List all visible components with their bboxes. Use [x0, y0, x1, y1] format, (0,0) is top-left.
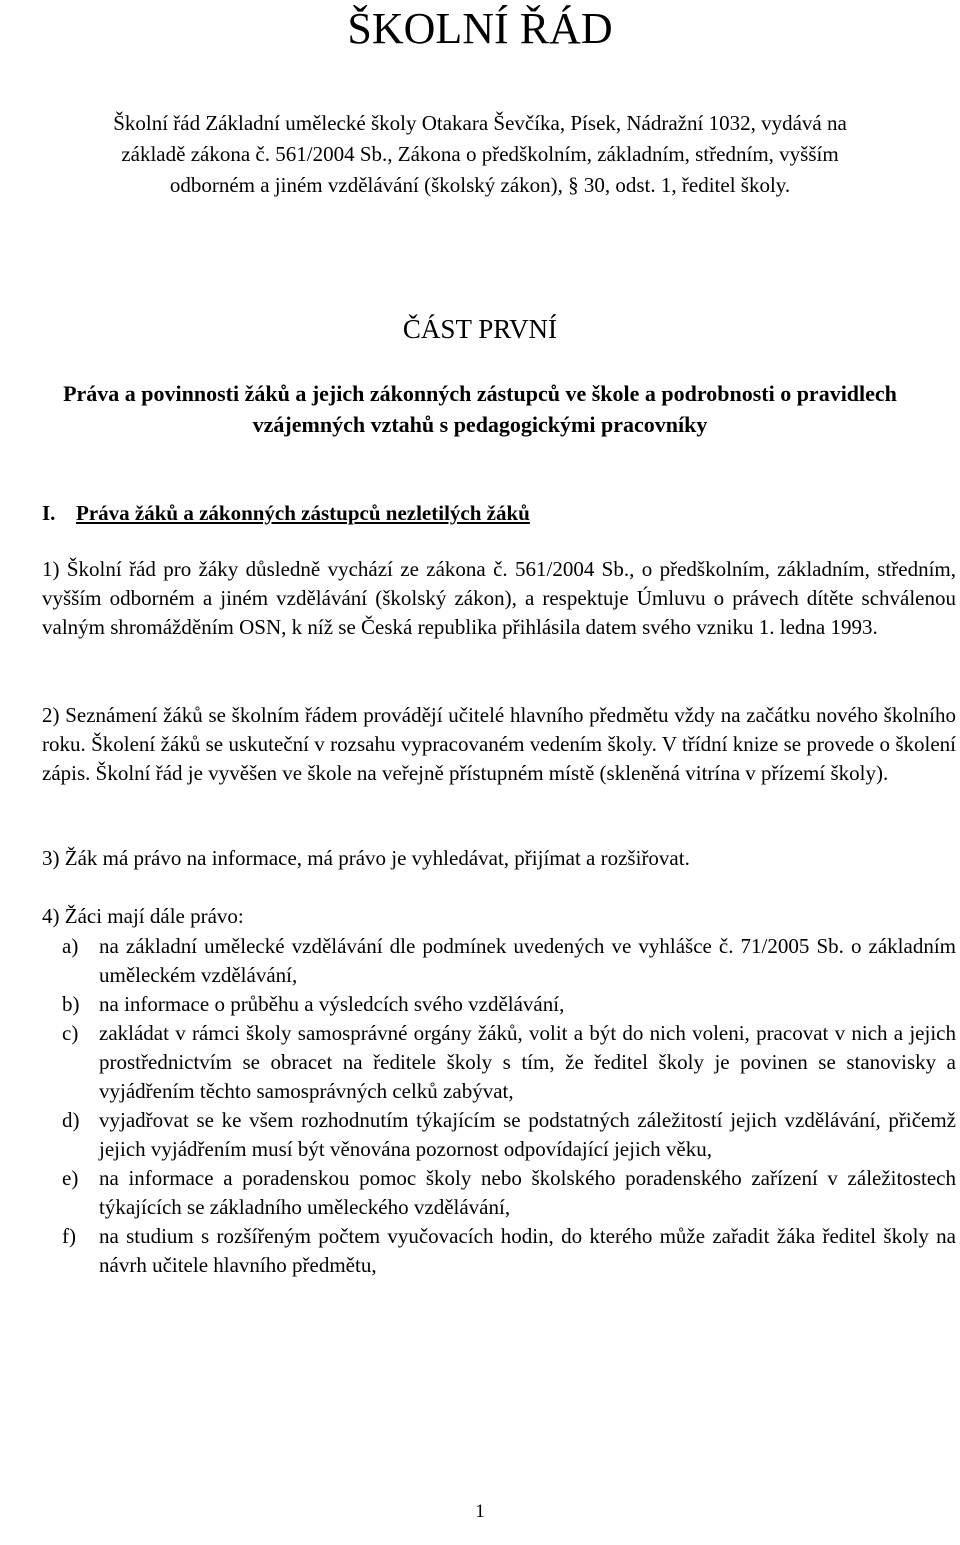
- list-item-label: c): [62, 1021, 79, 1045]
- paragraph-label: 4): [42, 904, 60, 928]
- list-item-text: zakládat v rámci školy samosprávné orgány žáků, volit a být do nich voleni, pracovat v nich a jejich prostřednictvím se obracet na ředitele školy s tím, že ředitel školy je povinen se stanovisky a vyjádřením těchto samosprávných celků zabývat,: [99, 1021, 956, 1103]
- list-item: [42, 1222, 956, 1280]
- paragraph-text: Seznámení žáků se školním řádem provádějí učitelé hlavního předmětu vždy na začátku nového školního roku. Školení žáků se uskuteční v rozsahu vypracovaném vedením školy. V třídní knize se provede o školení zápis. Školní řád je vyvěšen ve škole na veřejně přístupném místě (skleněná vitrína v přízemí školy).: [42, 703, 957, 785]
- paragraph-label: 1): [42, 557, 60, 581]
- list-item-label: a): [62, 934, 79, 958]
- paragraph-3: [42, 844, 956, 873]
- page-number: 1: [475, 1501, 485, 1522]
- paragraph-label: 2): [42, 703, 60, 727]
- list-item-label: b): [62, 992, 80, 1016]
- paragraph-4: [42, 902, 956, 931]
- intro-paragraph: Školní řád Základní umělecké školy Otakara Ševčíka, Písek, Nádražní 1032, vydává na základě zákona č. 561/2004 Sb., Zákona o předškolním, základním, středním, vyšším odborném a jiném vzdělávání (školský zákon), § 30, odst. 1, ředitel školy.: [113, 111, 847, 197]
- list-item: [42, 1019, 956, 1106]
- part-heading: ČÁST PRVNÍ: [402, 314, 558, 344]
- list-item-label: f): [62, 1224, 76, 1248]
- part-subtitle: Práva a povinnosti žáků a jejich zákonných zástupců ve škole a podrobnosti o pravidlech vzájemných vztahů s pedagogickými pracovníky: [63, 381, 897, 437]
- list-item: [42, 1106, 956, 1164]
- paragraph-text: Školní řád pro žáky důsledně vychází ze zákona č. 561/2004 Sb., o předškolním, základním, středním, vyšším odborném a jiném vzdělávání (školský zákon), a respektuje Úmluvu o právech dítěte schválenou valným shromážděním OSN, k níž se Česká republika přihlásila datem svého vzniku 1. ledna 1993.: [42, 557, 956, 639]
- list-item-label: e): [62, 1166, 79, 1190]
- list-item: [42, 990, 956, 1019]
- list-item-text: na základní umělecké vzdělávání dle podmínek uvedených ve vyhlášce č. 71/2005 Sb. o základním uměleckém vzdělávání,: [99, 934, 956, 987]
- list-item-text: na informace a poradenskou pomoc školy nebo školského poradenského zařízení v záležitostech týkajících se základního uměleckého vzdělávání,: [99, 1166, 956, 1219]
- list-item: [42, 1164, 956, 1222]
- section-title: Práva žáků a zákonných zástupců nezletilých žáků: [76, 501, 530, 525]
- paragraph-text: Žáci mají dále právo:: [64, 904, 244, 928]
- section-number: I.: [42, 501, 56, 525]
- list-item: [42, 932, 956, 990]
- list-item-text: na studium s rozšířeným počtem vyučovacích hodin, do kterého může zařadit žáka ředitel školy na návrh učitele hlavního předmětu,: [99, 1224, 956, 1277]
- paragraph-2: [42, 701, 956, 788]
- paragraph-1: [42, 555, 956, 642]
- paragraph-text: Žák má právo na informace, má právo je vyhledávat, přijímat a rozšiřovat.: [64, 846, 690, 870]
- document-title: ŠKOLNÍ ŘÁD: [347, 4, 613, 53]
- list-item-text: na informace o průběhu a výsledcích svého vzdělávání,: [99, 992, 565, 1016]
- list-item-text: vyjadřovat se ke všem rozhodnutím týkajícím se podstatných záležitostí jejich vzdělávání, přičemž jejich vyjádřením musí být věnována pozornost odpovídající jejich věku,: [99, 1108, 956, 1161]
- rights-list: [42, 932, 956, 1280]
- list-item-label: d): [62, 1108, 80, 1132]
- paragraph-label: 3): [42, 846, 60, 870]
